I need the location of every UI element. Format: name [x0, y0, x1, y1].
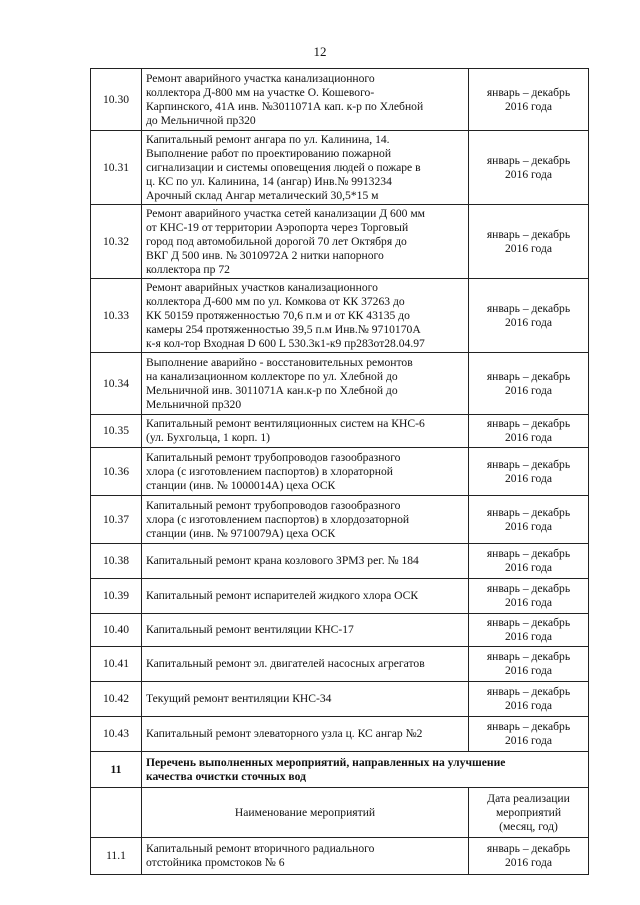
- desc-line: (ул. Бухгольца, 1 корп. 1): [146, 431, 271, 444]
- row-date: [469, 614, 589, 647]
- desc-line: на канализационном коллекторе по ул. Хлебной до: [146, 369, 398, 383]
- desc-line: КК 50159 протяженностью 70,6 п.м и от КК 43135 до: [146, 308, 410, 322]
- row-description: [142, 682, 469, 717]
- date-line: 2016 года: [504, 167, 553, 181]
- section-title: [142, 752, 589, 788]
- row-description: [142, 496, 469, 544]
- row-description: [142, 579, 469, 614]
- table-row: [91, 353, 589, 415]
- row-date: [469, 415, 589, 448]
- date-line: январь – декабрь: [486, 720, 571, 733]
- desc-line: от КНС-19 от территории Аэропорта через Торговый: [146, 220, 409, 234]
- date-line: январь – декабрь: [486, 842, 571, 855]
- row-number: 10.31: [91, 131, 142, 205]
- table-row: [91, 614, 589, 647]
- date-line: 2016 года: [504, 519, 553, 533]
- desc-line: Капитальный ремонт вентиляционных систем на КНС-6: [146, 417, 425, 430]
- desc-line: хлора (с изготовлением паспортов) в хлордозаторной: [146, 512, 410, 526]
- desc-line: Выполнение работ по проектированию пожарной: [146, 146, 392, 160]
- date-line: 2016 года: [504, 99, 553, 113]
- table-row: [91, 448, 589, 496]
- section-title-line: Перечень выполненных мероприятий, направленных на улучшение: [146, 755, 506, 769]
- header-name: Наименование мероприятий: [142, 788, 469, 838]
- desc-line: Капитальный ремонт крана козлового ЗРМЗ рег. № 184: [146, 554, 419, 567]
- date-line: январь – декабрь: [486, 505, 571, 519]
- desc-line: хлора (с изготовлением паспортов) в хлораторной: [146, 464, 393, 478]
- row-description: [142, 838, 469, 875]
- row-description: [142, 279, 469, 353]
- row-number: 10.40: [91, 614, 142, 647]
- row-number: 10.36: [91, 448, 142, 496]
- date-line: 2016 года: [504, 383, 553, 397]
- row-date: [469, 205, 589, 279]
- header-date-line: мероприятий: [495, 805, 562, 819]
- desc-line: Арочный склад Ангар металический 30,5*15 м: [146, 188, 379, 202]
- desc-line: Капитальный ремонт ангара по ул. Калинина, 14.: [146, 132, 390, 146]
- desc-line: Капитальный ремонт эл. двигателей насосных агрегатов: [146, 657, 425, 670]
- measures-table-body: [91, 69, 589, 875]
- desc-line: станции (инв. № 9710079А) цеха ОСК: [146, 526, 336, 540]
- section-number: 11: [91, 752, 142, 788]
- table-row: [91, 279, 589, 353]
- row-description: [142, 69, 469, 131]
- row-number: 11.1: [91, 838, 142, 875]
- date-line: 2016 года: [504, 630, 553, 643]
- date-line: 2016 года: [504, 596, 553, 609]
- row-number: 10.30: [91, 69, 142, 131]
- page-number: 12: [313, 44, 327, 59]
- desc-line: отстойника промстоков № 6: [146, 856, 285, 869]
- desc-line: город под автомобильной дорогой 70 лет Октября до: [146, 234, 407, 248]
- table-row: [91, 838, 589, 875]
- date-line: январь – декабрь: [486, 650, 571, 663]
- row-description: [142, 415, 469, 448]
- desc-line: Карпинского, 41А инв. №3011071А кап. к-р по Хлебной: [146, 99, 424, 113]
- row-description: [142, 544, 469, 579]
- row-date: [469, 682, 589, 717]
- date-line: январь – декабрь: [486, 417, 571, 430]
- row-description: [142, 448, 469, 496]
- desc-line: станции (инв. № 1000014А) цеха ОСК: [146, 478, 336, 492]
- row-number: 10.33: [91, 279, 142, 353]
- date-line: январь – декабрь: [486, 227, 571, 241]
- desc-line: Капитальный ремонт элеваторного узла ц. КС ангар №2: [146, 727, 423, 740]
- table-row: [91, 682, 589, 717]
- row-date: [469, 717, 589, 752]
- row-number: 10.39: [91, 579, 142, 614]
- desc-line: Ремонт аварийных участков канализационного: [146, 280, 378, 294]
- header-row: [91, 788, 589, 838]
- header-date-line: (месяц, год): [499, 819, 558, 833]
- table-row: [91, 69, 589, 131]
- row-description: [142, 353, 469, 415]
- section-title-line: качества очистки сточных вод: [146, 769, 306, 783]
- desc-line: камеры 254 протяженностью 39,5 п.м Инв.№ 9710170А: [146, 322, 421, 336]
- row-date: [469, 579, 589, 614]
- header-number-cell: [91, 788, 142, 838]
- desc-line: Капитальный ремонт вторичного радиального: [146, 842, 375, 855]
- desc-line: коллектора Д-800 мм на участке О. Кошевого-: [146, 85, 375, 99]
- row-number: 10.34: [91, 353, 142, 415]
- row-number: 10.35: [91, 415, 142, 448]
- desc-line: к-я кол-тор Входная D 600 L 530.3к1-к9 пр283от28.04.97: [146, 336, 425, 350]
- desc-line: Выполнение аварийно - восстановительных ремонтов: [146, 355, 413, 369]
- date-line: январь – декабрь: [486, 582, 571, 595]
- section-row: [91, 752, 589, 788]
- table-row: [91, 415, 589, 448]
- row-number: 10.41: [91, 647, 142, 682]
- row-description: [142, 205, 469, 279]
- row-description: [142, 647, 469, 682]
- header-date: [469, 788, 589, 838]
- date-line: январь – декабрь: [486, 369, 571, 383]
- date-line: 2016 года: [504, 241, 553, 255]
- row-number: 10.42: [91, 682, 142, 717]
- date-line: 2016 года: [504, 315, 553, 329]
- date-line: январь – декабрь: [486, 685, 571, 698]
- row-number: 10.43: [91, 717, 142, 752]
- date-line: январь – декабрь: [486, 85, 571, 99]
- desc-line: Капитальный ремонт трубопроводов газообразного: [146, 450, 401, 464]
- table-row: [91, 717, 589, 752]
- date-line: 2016 года: [504, 431, 553, 444]
- row-date: [469, 544, 589, 579]
- table-row: [91, 496, 589, 544]
- row-date: [469, 131, 589, 205]
- row-date: [469, 838, 589, 875]
- measures-table: [90, 68, 589, 875]
- row-date: [469, 353, 589, 415]
- date-line: январь – декабрь: [486, 547, 571, 560]
- date-line: 2016 года: [504, 856, 553, 869]
- row-number: 10.37: [91, 496, 142, 544]
- desc-line: ВКГ Д 500 инв. № 3010972А 2 нитки напорного: [146, 248, 384, 262]
- date-line: 2016 года: [504, 664, 553, 677]
- row-date: [469, 279, 589, 353]
- row-date: [469, 69, 589, 131]
- date-line: январь – декабрь: [486, 457, 571, 471]
- date-line: 2016 года: [504, 734, 553, 747]
- desc-line: до Мельничной пр320: [146, 113, 256, 127]
- desc-line: Ремонт аварийного участка сетей канализации Д 600 мм: [146, 206, 426, 220]
- desc-line: Ремонт аварийного участка канализационного: [146, 71, 375, 85]
- row-date: [469, 647, 589, 682]
- table-row: [91, 131, 589, 205]
- desc-line: Капитальный ремонт вентиляции КНС-17: [146, 623, 354, 636]
- date-line: январь – декабрь: [486, 153, 571, 167]
- desc-line: коллектора Д-600 мм по ул. Комкова от КК 37263 до: [146, 294, 405, 308]
- row-description: [142, 614, 469, 647]
- row-description: [142, 717, 469, 752]
- table-row: [91, 647, 589, 682]
- date-line: январь – декабрь: [486, 616, 571, 629]
- table-row: [91, 544, 589, 579]
- date-line: 2016 года: [504, 471, 553, 485]
- desc-line: Капитальный ремонт трубопроводов газообразного: [146, 498, 401, 512]
- table-row: [91, 579, 589, 614]
- date-line: январь – декабрь: [486, 301, 571, 315]
- date-line: 2016 года: [504, 699, 553, 712]
- row-number: 10.38: [91, 544, 142, 579]
- desc-line: Мельничной инв. 3011071А кан.к-р по Хлебной до: [146, 383, 398, 397]
- header-date-line: Дата реализации: [487, 791, 570, 805]
- desc-line: ц. КС по ул. Калинина, 14 (ангар) Инв.№ 9913234: [146, 174, 392, 188]
- row-description: [142, 131, 469, 205]
- desc-line: Текущий ремонт вентиляции КНС-34: [146, 692, 332, 705]
- desc-line: Капитальный ремонт испарителей жидкого хлора ОСК: [146, 589, 419, 602]
- row-number: 10.32: [91, 205, 142, 279]
- desc-line: коллектора пр 72: [146, 262, 230, 276]
- row-date: [469, 448, 589, 496]
- desc-line: Мельничной пр320: [146, 397, 242, 411]
- desc-line: сигнализации и системы оповещения людей о пожаре в: [146, 160, 421, 174]
- date-line: 2016 года: [504, 561, 553, 574]
- row-date: [469, 496, 589, 544]
- table-row: [91, 205, 589, 279]
